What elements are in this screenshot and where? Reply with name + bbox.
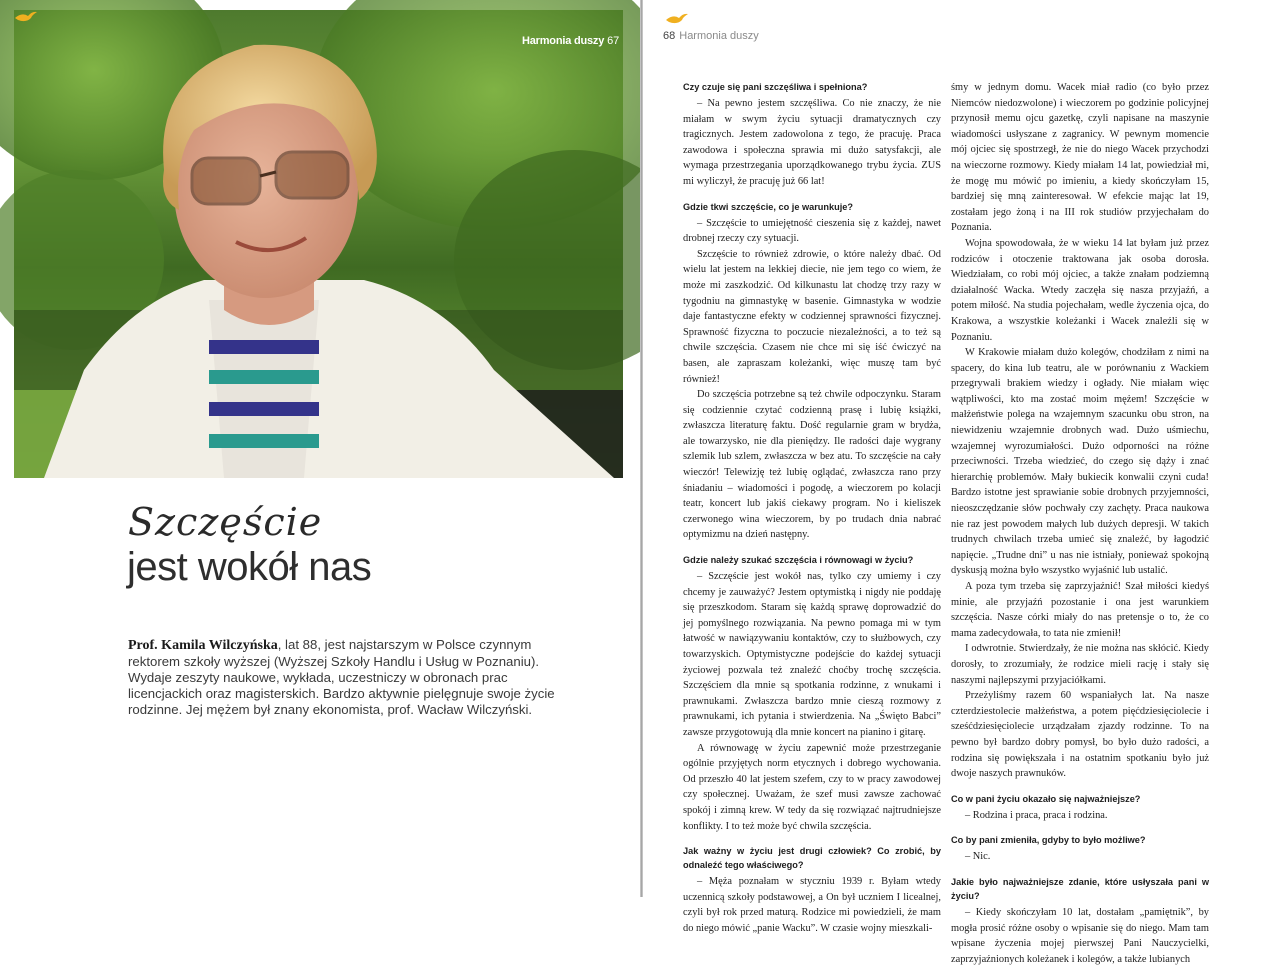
intro-name: Prof. Kamila Wilczyńska [128, 638, 278, 653]
right-page [643, 0, 1285, 965]
portrait-photo [14, 10, 623, 478]
paragraph: Przeżyliśmy razem 60 wspaniałych lat. Na nasze czterdziestolecie małżeństwa, a potem pięćdziesięciolecie i sześćdziesięciolecie urządzałam zjazdy rodzinne. To na pewno był bardzo dobry pomysł, bo było dużo radości, a rodzina się powiększała i na ostatnim spotkaniu było już dwoje naszych prawnuków. [951, 690, 1209, 780]
paragraph-continued: śmy w jednym domu. Wacek miał radio (co było przez Niemców niedozwolone) i wieczorem po godzinie policyjnej przynosił memu ojcu gazetkę, czyli napisane na maszynie wiadomości usłyszane z zagranicy. W pewnym momencie mój ojciec się spostrzegł, że nie do niego Wacek przychodzi na wieczorne rozmowy. Kiedy miałam 14 lat, powiedział mi, że mogę mu mówić po imieniu, a kiedy skończyłam 15, bardziej się mną zainteresował. W efekcie mając lat 19, zostałam jego żoną i na III rok studiów przyjechałam do Poznania. [951, 82, 1209, 234]
text-column-1 [683, 80, 941, 937]
paragraph: A równowagę w życiu zapewnić może przestrzeganie ogólnie przyjętych norm etycznych i dobrego wychowania. Od przeszło 40 lat jestem szefem, czy to w pracy zawodowej czy społecznej. Uważam, że szef musi zawsze zachować spokój i zimną krew. W tedy da się rozwiązać najtrudniejsze konflikty. I to też może być chwila szczęścia. [683, 742, 941, 832]
header-section: Harmonia duszy [521, 35, 605, 47]
question-heading: Czy czuje się pani szczęśliwa i spełniona? [683, 82, 868, 92]
left-page [0, 0, 641, 897]
paragraph: Wojna spowodowała, że w wieku 14 lat byłam już przez rodziców i otoczenie traktowana jak osoba dorosła. Wiedziałam, co robi mój ojciec, a także znałam podziemną działalność Wacka. Wtedy zaczęła się nasza przyjaźń, a potem miłość. Na studia pojechałam, wedle życzenia ojca, do Krakowa, a wszystkie koleżanki i Wacek znaleźli się w Poznaniu. [951, 237, 1209, 343]
paragraph: Szczęście to również zdrowie, o które należy dbać. Od wielu lat jestem na lekkiej diecie, nie jem tego co wiem, że może mi zaszkodzić. Od kilkunastu lat chodzę trzy razy w tygodniu na gimnastykę w basenie. Gimnastyka w wodzie daje fantastyczne efekty w codziennej sprawności fizycznej. Sprawność fizyczna to poczucie niezależności, a to też są chwile szczęścia. Czasem nie chce mi się iść ćwiczyć na basen, ale zapraszam koleżanki, więc muszę tam być również! [683, 248, 941, 385]
question-heading: Co by pani zmieniła, gdyby to było możliwe? [951, 835, 1146, 846]
paragraph: A poza tym trzeba się zaprzyjaźnić! Szał miłości kiedyś minie, ale przyjaźń pozostanie i ona jest warunkiem szczęścia. Nasze córki miały do nas pretensje o to, że co mama zadecydowała, to tata nie zmienił! [951, 581, 1209, 639]
paragraph: – Nic. [965, 851, 991, 863]
article-title-line2: jest wokół nas [127, 545, 372, 589]
paragraph: I odwrotnie. Stwierdzały, że nie można nas skłócić. Kiedy dorosły, to zrozumiały, że rodzice mieli rację i stały się naszymi najlepszymi przyjaciółkami. [951, 643, 1209, 686]
paragraph: W Krakowie miałam dużo kolegów, chodziłam z nimi na spacery, do kina lub teatru, ale w porównaniu z Wackiem przegrywali brakiem wiedzy i ogłady. Nie miałam więc wątpliwości, kto ma zostać moim mężem! Szczęście w małżeństwie polega na wzajemnym szacunku obu stron, na niewidzeniu wzajemnie drobnych wad. Dużo uśmiechu, wzajemnej wyrozumiałości. Dużo odporności na różne przeciwności. Trzeba wiedzieć, do czego się dąży i znać hierarchię problemów. Mały bukiecik konwalii czyni cuda! Bardzo istotne jest sprawianie sobie drobnych przyjemności, nieoszczędzanie słów pochwały czy zachęty. Praca naukowa nie raz jest powodem małych lub dużych depresji. W takich trudnych chwilach trzeba umieć się znaleźć, by łagodzić napięcie. „Trudne dni” u nas nie istniały, ponieważ spokojną dyskusją można było wszystko wyjaśnić lub ustalić. [951, 347, 1209, 577]
intro-paragraph [128, 637, 578, 718]
bird-logo-icon [14, 10, 38, 24]
intro-text: , lat 88, jest najstarszym w Polsce czynnym rektorem szkoły wyższej (Wyższej Szkoły Handlu i Usług w Poznaniu). Wydaje zeszyty naukowe, wykłada, uczestniczy w obronach prac licencjackich oraz magisterskich. Bardzo aktywnie pielęgnuje swoje życie rodzinne. Jej mężem był znany ekonomista, prof. Wacław Wilczyński. [128, 637, 555, 717]
article-title-line1: Szczęście [128, 500, 323, 544]
question-heading: Jakie było najważniejsze zdanie, które usłyszała pani w życiu? [951, 876, 1209, 901]
paragraph: – Kiedy skończyłam 10 lat, dostałam „pamiętnik”, by mogła prosić różne osoby o wpisanie się do niego. Mam tam wpisane życzenia mojej pierwszej Pani Nauczycielki, zaprzyjaźnionych koleżanek i kolegów, a także lubianych [951, 906, 1209, 965]
paragraph: – Rodzina i praca, praca i rodzina. [965, 809, 1108, 821]
page-number: 68 [663, 30, 676, 42]
page-number: 67 [607, 35, 619, 47]
paragraph: – Na pewno jestem szczęśliwa. Co nie znaczy, że nie miałam w swym życiu sytuacji dramatycznych czy tragicznych. Jestem zadowolona z tego, że pracuję. Praca zawodowa i społeczna sprawia mi dużo satysfakcji, ale wymaga przestrzegania uporządkowanego trybu życia. ZUS mi wyliczył, że pracuję już 66 lat! [683, 98, 941, 187]
text-column-2 [951, 80, 1209, 967]
question-heading: Co w pani życiu okazało się najważniejsze? [951, 793, 1141, 804]
question-heading: Gdzie tkwi szczęście, co je warunkuje? [683, 201, 854, 212]
header-section: Harmonia duszy [679, 30, 759, 42]
page-header-right [663, 30, 759, 42]
portrait-illustration [14, 10, 623, 478]
paragraph: – Męża poznałam w styczniu 1939 r. Byłam wtedy uczennicą szkoły podstawowej, a On był uczniem I licealnej, czyli był rok przed maturą. Rodzice mi powiedzieli, że mam do niego mówić „panie Wacku”. W czasie wojny mieszkali- [683, 876, 941, 934]
question-heading: Gdzie należy szukać szczęścia i równowagi w życiu? [683, 555, 914, 566]
paragraph: Do szczęścia potrzebne są też chwile odpoczynku. Staram się codziennie czytać codzienną prasę i lubię książki, zwłaszcza literaturę faktu. Dość regularnie gram w brydża, ale towarzysko, nie dla pieniędzy. Ile radości daje wygrany szlemik lub szlem, zwłaszcza w bez atu. To szczęście na cały wieczór! Telewizję też lubię oglądać, zwłaszcza rano przy śniadaniu – wiadomości i pogodę, a wieczorem po kolacji teatr, koncert lub jakiś ciekawy program. No i kieliszek czerwonego wina wieczorem, by po trudach dnia nabrać optymizmu na dzień następny. [683, 389, 941, 541]
paragraph: – Szczęście to umiejętność cieszenia się z każdej, nawet drobnej rzeczy czy sytuacji. [683, 217, 941, 245]
bird-logo-icon [665, 12, 689, 26]
question-heading: Jak ważny w życiu jest drugi człowiek? Co zrobić, by odnaleźć tego właściwego? [683, 846, 941, 871]
paragraph: – Szczęście jest wokół nas, tylko czy umiemy i czy chcemy je zauważyć? Jestem optymistką i nigdy nie poddaję się przeszkodom. Staram się każdą sprawę doprowadzić do jej pomyślnego rozwiązania. Na pewno pomaga mi w tym łatwość w nawiązywaniu kontaktów, czy to służbowych, czy towarzyskich. Optymistyczne podejście do każdej sytuacji życiowej pozwala też znaleźć choćby trochę szczęścia. Szczęściem dla mnie są spotkania rodzinne, z wnukami i prawnukami. Zwłaszcza bardzo mnie cieszą rozmowy z prawnukami, ich pytania i stwierdzenia. Na „Święto Babci” zawsze przygotowują dla mnie koncert na pianino i gitarę. [683, 571, 941, 738]
page-header-left [522, 35, 619, 47]
